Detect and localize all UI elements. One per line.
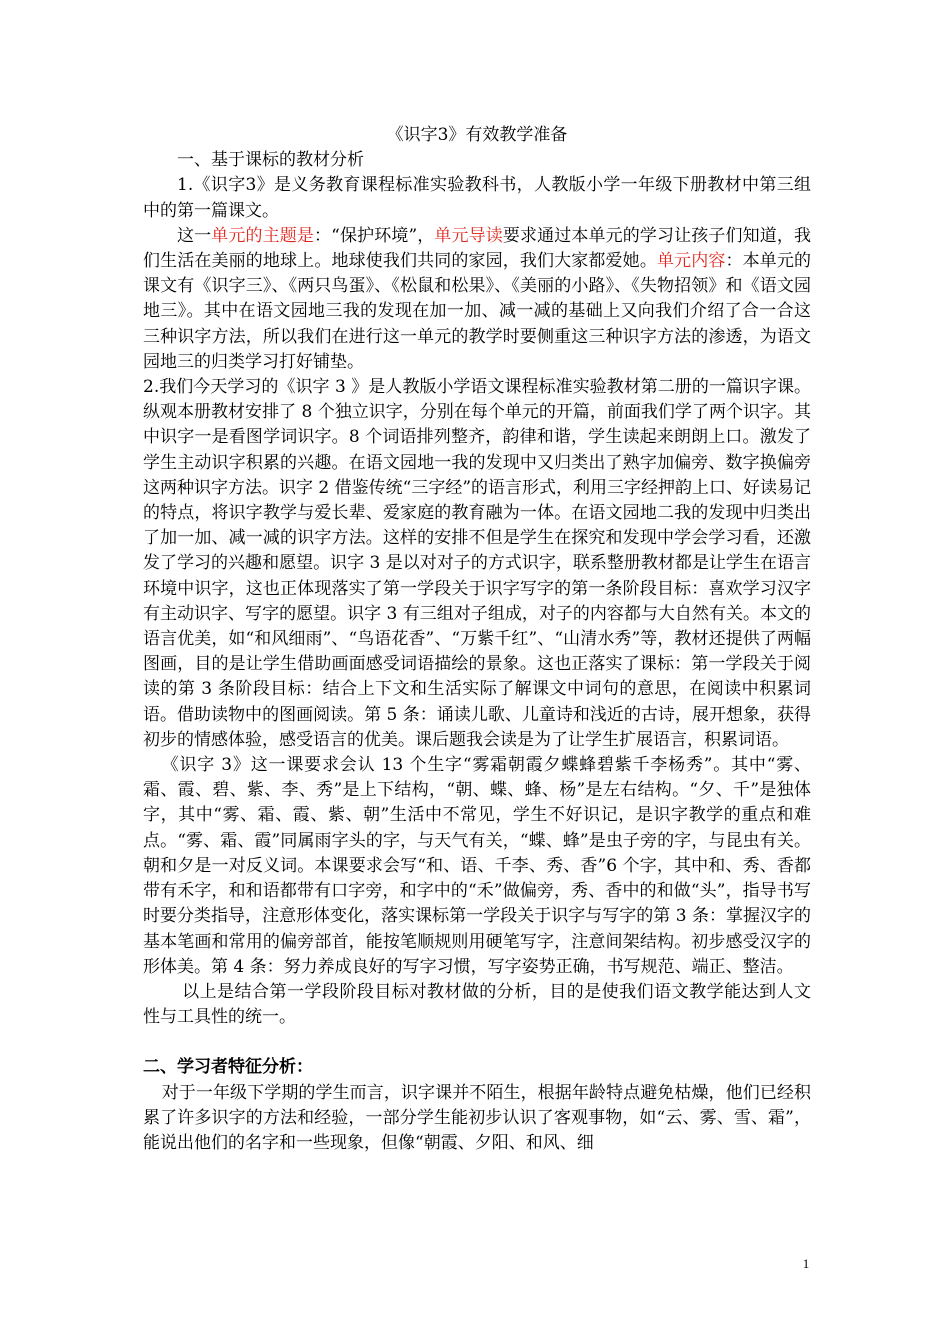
document-body <box>143 123 811 1156</box>
paragraph-2-text-e: 要求通过本单元的学习让孩子们知道，我们生活在美丽的地球上。地球使我们共同的家园，我们大家都爱她。 <box>143 225 812 272</box>
paragraph-1: 1.《识字3》是义务教育课程标准实验教科书，人教版小学一年级下册教材中第三组中的第一篇课文。 <box>143 175 811 221</box>
paragraph-2-text-g: ：本单元的课文有《识字三》、《两只鸟蛋》、《松鼠和松果》、《美丽的小路》、《失物招领》和《语文园地三》。其中在语文园地三我的发现在加一加、减一减的基础上又向我们介绍了合一合这三种识字方法，所以我们在进行这一单元的教学时要侧重这三种识字方法的渗透，为语文园地三的归类学习打好铺垫。 <box>143 251 812 372</box>
paragraph-2-text-a: 这一 <box>177 225 212 246</box>
unit-theme-label: 单元的主题是 <box>211 225 314 246</box>
paragraph-2 <box>143 224 811 375</box>
paragraph-2-text-c: ：“保护环境”， <box>314 225 435 246</box>
paragraph-spacer <box>143 1030 811 1055</box>
unit-guide-label: 单元导读 <box>434 225 503 246</box>
section-2-heading: 二、学习者特征分析： <box>143 1057 313 1078</box>
unit-content-label: 单元内容 <box>656 251 726 272</box>
page-number: 1 <box>802 1256 810 1271</box>
paragraph-5: 以上是结合第一学段阶段目标对教材做的分析，目的是使我们语文教学能达到人文性与工具性的统一。 <box>143 981 811 1028</box>
document-title: 《识字3》有效教学准备 <box>386 125 568 145</box>
paragraph-3: 2.我们今天学习的《识字 3 》是人教版小学语文课程标准实验教材第二册的一篇识字课。纵观本册教材安排了 8 个独立识字，分别在每个单元的开篇，前面我们学了两个识字。其中识字一是看图学词识字。8 个词语排列整齐，韵律和谐，学生读起来朗朗上口。激发了学生主动识字积累的兴趣。在语文园地一我的发现中又归类出了熟字加偏旁、数字换偏旁这两种识字方法。识字 2 借鉴传统“三字经”的语言形式，利用三字经押韵上口、好读易记的特点，将识字教学与爱长辈、爱家庭的教育融为一体。在语文园地二我的发现中归类出了加一加、减一减的识字方法。这样的安排不但是学生在探究和发现中学会学习看，还激发了学习的兴趣和愿望。识字 3 是以对对子的方式识字，联系整册教材都是让学生在语言环境中识字，这也正体现落实了第一学段关于识字写字的第一条阶段目标：喜欢学习汉字有主动识字、写字的愿望。识字 3 有三组对子组成，对子的内容都与大自然有关。本文的语言优美，如“和风细雨”、“鸟语花香”、“万紫千红”、“山清水秀”等，教材还提供了两幅图画，目的是让学生借助画面感受词语描绘的景象。这也正落实了课标：第一学段关于阅读的第 3 条阶段目标：结合上下文和生活实际了解课文中词句的意思，在阅读中积累词语。借助读物中的图画阅读。第 5 条：诵读儿歌、儿童诗和浅近的古诗，展开想象，获得初步的情感体验，感受语言的优美。课后题我会读是为了让学生扩展语言，积累词语。 <box>143 377 812 750</box>
paragraph-4: 《识字 3》这一课要求会认 13 个生字“雾霜朝霞夕蝶蜂碧紫千李杨秀”。其中“雾、霜、霞、碧、紫、李、秀”是上下结构，“朝、蝶、蜂、杨”是左右结构。“夕、千”是独体字，其中“雾、霜、霞、紫、朝”生活中不常见，学生不好识记，是识字教学的重点和难点。“雾、霜、霞”同属雨字头的字，与天气有关，“蝶、蜂”是虫子旁的字，与昆虫有关。朝和夕是一对反义词。本课要求会写“和、语、千李、秀、香”6 个字，其中和、秀、香都带有禾字，和和语都带有口字旁，和字中的“禾”做偏旁，秀、香中的和做“头”，指导书写时要分类指导，注意形体变化，落实课标第一学段关于识字与写字的第 3 条：掌握汉字的基本笔画和常用的偏旁部首，能按笔顺规则用硬笔写字，注意间架结构。初步感受汉字的形体美。第 4 条：努力养成良好的写字习惯，写字姿势正确，书写规范、端正、整洁。 <box>143 755 811 977</box>
section-1-heading: 一、基于课标的教材分析 <box>177 150 364 171</box>
paragraph-6: 对于一年级下学期的学生而言，识字课并不陌生，根据年龄特点避免枯燥，他们已经积累了许多识字的方法和经验，一部分学生能初步认识了客观事物，如“云、雾、雪、霜”，能说出他们的名字和一些现象，但像“朝霞、夕阳、和风、细 <box>143 1082 811 1153</box>
